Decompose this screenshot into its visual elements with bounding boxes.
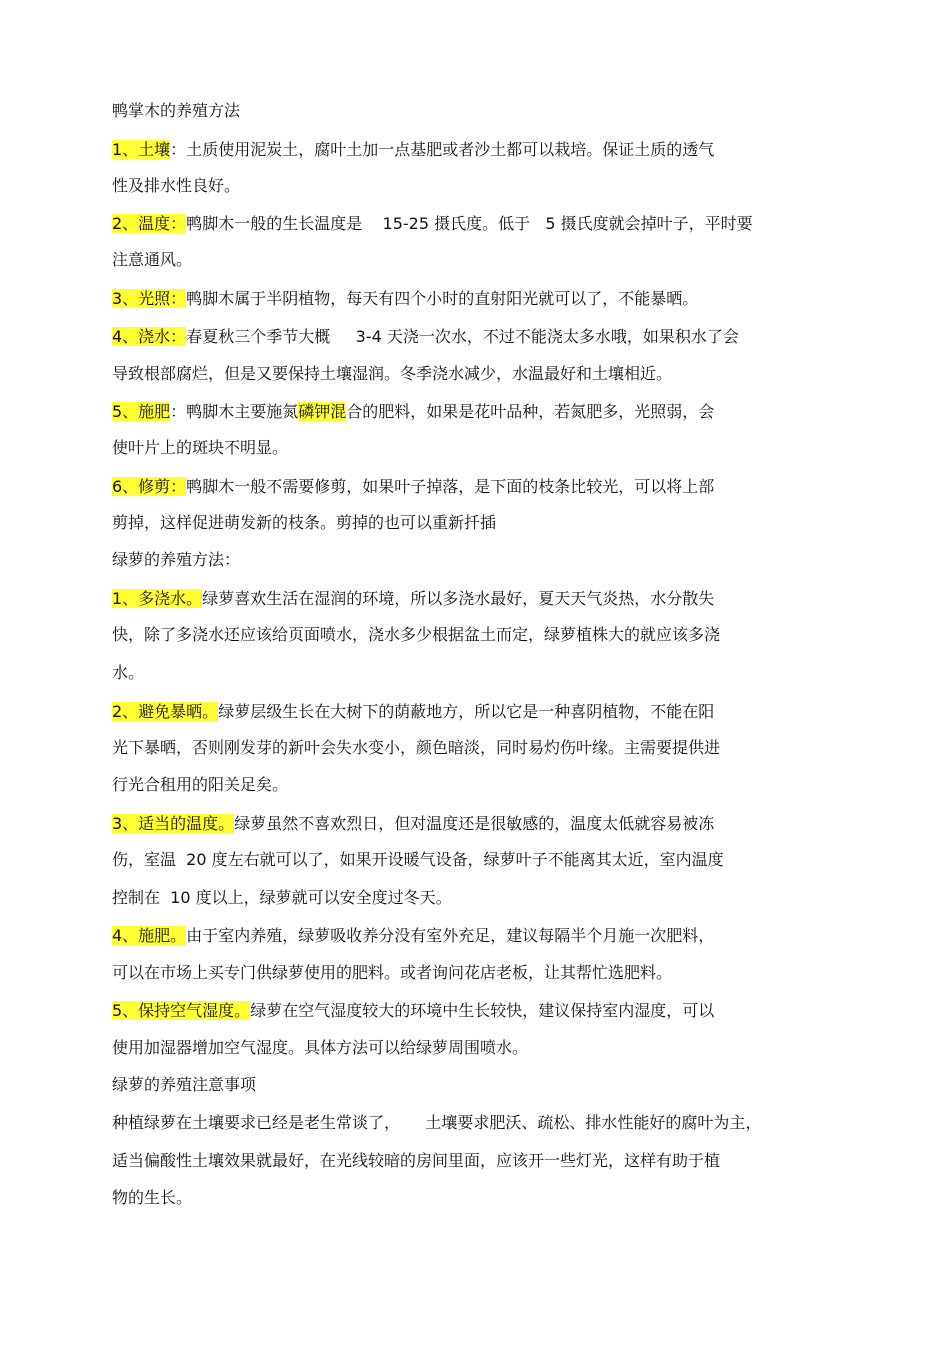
- pothos-item-water-line-3: 水。: [112, 663, 145, 682]
- pothos-item-temp-line-3: 控制在 10 度以上，绿萝就可以安全度过冬天。: [112, 888, 452, 907]
- item-light-label: 3、光照：: [112, 289, 187, 308]
- item-fertilizer-line-1: 5、施肥：鸭脚木主要施氮磷钾混合的肥料，如果是花叶品种，若氮肥多，光照弱，会: [112, 402, 715, 421]
- item-temperature-label: 2、温度：: [112, 214, 187, 233]
- notes-line-2: 适当偏酸性土壤效果就最好，在光线较暗的房间里面，应该开一些灯光，这样有助于植: [112, 1151, 721, 1170]
- item-watering-line-1: 4、浇水：春夏秋三个季节大概 3-4 天浇一次水，不过不能浇太多水哦，如果积水了会: [112, 327, 739, 346]
- item-watering-label: 4、浇水：: [112, 327, 187, 346]
- pothos-item-temp-line-1: 3、适当的温度。绿萝虽然不喜欢烈日，但对温度还是很敏感的，温度太低就容易被冻: [112, 814, 715, 833]
- pothos-item-sun-line-3: 行光合租用的阳关足矣。: [112, 775, 289, 794]
- item-soil-line-2: 性及排水性良好。: [112, 176, 241, 195]
- item-temperature-line-1: 2、温度：鸭脚木一般的生长温度是 15-25 摄氏度。低于 5 摄氏度就会掉叶子，平时要: [112, 214, 753, 233]
- item-pruning-label: 6、修剪：: [112, 477, 187, 496]
- pothos-item-water-label: 1、多浇水。: [112, 589, 203, 608]
- pothos-item-fertilizer-line-2: 可以在市场上买专门供绿萝使用的肥料。或者询问花店老板，让其帮忙选肥料。: [112, 963, 673, 982]
- pothos-item-fertilizer-label: 4、施肥。: [112, 926, 187, 945]
- pothos-item-sun-line-1: 2、避免暴晒。绿萝层级生长在大树下的荫蔽地方，所以它是一种喜阴植物，不能在阳: [112, 702, 715, 721]
- notes-line-1: 种植绿萝在土壤要求已经是老生常谈了， 土壤要求肥沃、疏松、排水性能好的腐叶为主，: [112, 1113, 762, 1132]
- pothos-item-temp-label: 3、适当的温度。: [112, 814, 235, 833]
- section-title-pothos-notes: 绿萝的养殖注意事项: [112, 1075, 257, 1094]
- item-pruning-line-2: 剪掉，这样促进萌发新的枝条。剪掉的也可以重新扦插: [112, 513, 497, 532]
- item-watering-line-2: 导致根部腐烂，但是又要保持土壤湿润。冬季浇水减少，水温最好和土壤相近。: [112, 364, 673, 383]
- pothos-item-water-line-1: 1、多浇水。绿萝喜欢生活在湿润的环境，所以多浇水最好，夏天天气炎热，水分散失: [112, 589, 715, 608]
- item-temperature-line-2: 注意通风。: [112, 250, 193, 269]
- pothos-item-fertilizer-line-1: 4、施肥。由于室内养殖，绿萝吸收养分没有室外充足，建议每隔半个月施一次肥料，: [112, 926, 715, 945]
- item-fertilizer-line-2: 使叶片上的斑块不明显。: [112, 438, 289, 457]
- item-light-line-1: 3、光照：鸭脚木属于半阴植物，每天有四个小时的直射阳光就可以了，不能暴晒。: [112, 289, 699, 308]
- pothos-item-humidity-line-1: 5、保持空气湿度。绿萝在空气湿度较大的环境中生长较快，建议保持室内湿度，可以: [112, 1001, 715, 1020]
- pothos-item-temp-line-2: 伤，室温 20 度左右就可以了，如果开设暖气设备，绿萝叶子不能离其太近，室内温度: [112, 850, 724, 869]
- pothos-item-sun-label: 2、避免暴晒。: [112, 702, 219, 721]
- item-pruning-line-1: 6、修剪：鸭脚木一般不需要修剪，如果叶子掉落，是下面的枝条比较光，可以将上部: [112, 477, 715, 496]
- item-soil-line-1: 1、土壤：土质使用泥炭土，腐叶土加一点基肥或者沙土都可以栽培。保证土质的透气: [112, 140, 715, 159]
- highlighted-phrase: 磷钾混: [298, 402, 347, 421]
- pothos-item-sun-line-2: 光下暴晒，否则刚发芽的新叶会失水变小，颜色暗淡，同时易灼伤叶缘。主需要提供进: [112, 738, 721, 757]
- pothos-item-humidity-label: 5、保持空气湿度。: [112, 1001, 251, 1020]
- notes-line-3: 物的生长。: [112, 1188, 193, 1207]
- section-title-pothos: 绿萝的养殖方法：: [112, 550, 241, 569]
- section-title-duck-foot-tree: 鸭掌木的养殖方法: [112, 101, 241, 120]
- pothos-item-humidity-line-2: 使用加湿器增加空气湿度。具体方法可以给绿萝周围喷水。: [112, 1038, 529, 1057]
- item-fertilizer-label: 5、施肥: [112, 402, 171, 421]
- item-soil-label: 1、土壤: [112, 140, 171, 159]
- pothos-item-water-line-2: 快，除了多浇水还应该给页面喷水，浇水多少根据盆土而定，绿萝植株大的就应该多浇: [112, 625, 721, 644]
